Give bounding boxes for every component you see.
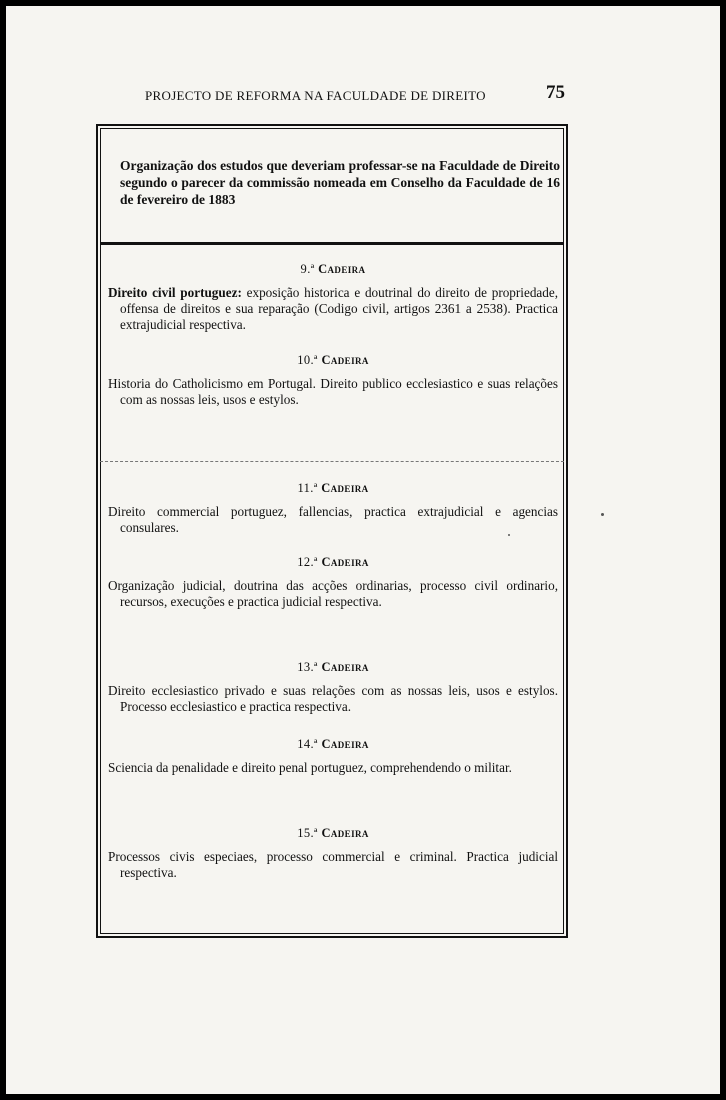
cadeira-heading [108, 262, 558, 277]
cadeira-number: 13.ª [297, 660, 318, 674]
ink-speck [508, 534, 510, 536]
cadeira-heading [108, 660, 558, 675]
cadeira-heading [108, 481, 558, 496]
cadeira-label: Cadeira [321, 555, 369, 569]
running-head: PROJECTO DE REFORMA NA FACULDADE DE DIREITO [145, 88, 486, 103]
cadeira-description: Sciencia da penalidade e direito penal portuguez, comprehendendo o militar. [108, 760, 512, 775]
cadeira-label: Cadeira [321, 826, 369, 840]
cadeira-label: Cadeira [321, 737, 369, 751]
cadeira-label: Cadeira [321, 660, 369, 674]
table-title: Organização dos estudos que deveriam professar-se na Faculdade de Direito segundo o parecer da commissão nomeada em Conselho da Faculdade de 16 de fevereiro de 1883 [120, 158, 560, 207]
title-divider [100, 242, 564, 245]
cadeira-label: Cadeira [321, 481, 369, 495]
cadeira-label: Cadeira [321, 353, 369, 367]
cadeira-13 [108, 660, 558, 715]
cadeira-body: exposição historica e doutrinal do direito de propriedade, offensa de direitos e sua reparação (Codigo civil, artigos 2361 a 2538). Practica extrajudicial respectiva. [120, 285, 559, 332]
cadeira-9 [108, 262, 558, 333]
cadeira-description: Historia do Catholicismo em Portugal. Direito publico ecclesiastico e suas relações com as nossas leis, usos e estylos. [108, 376, 558, 407]
cadeira-heading [108, 353, 558, 368]
cadeira-description: Direito commercial portuguez, fallencias, practica extrajudicial e agencias consulares. [108, 504, 558, 535]
cadeira-heading [108, 555, 558, 570]
section-divider [100, 461, 564, 462]
page-number: 75 [546, 82, 565, 103]
cadeira-12 [108, 555, 558, 610]
cadeira-14 [108, 737, 558, 776]
cadeira-description: Processos civis especiaes, processo commercial e criminal. Practica judicial respectiva. [108, 849, 558, 880]
cadeira-heading [108, 826, 558, 841]
cadeira-description: Direito ecclesiastico privado e suas relações com as nossas leis, usos e estylos. Processo ecclesiastico e practica respectiva. [108, 683, 558, 714]
cadeira-number: 14.ª [297, 737, 318, 751]
cadeira-number: 15.ª [297, 826, 318, 840]
cadeira-label: Cadeira [318, 262, 366, 276]
cadeira-number: 10.ª [297, 353, 318, 367]
cadeira-description [108, 285, 558, 333]
cadeira-number: 12.ª [297, 555, 318, 569]
cadeira-15 [108, 826, 558, 881]
ink-speck [601, 513, 604, 516]
cadeira-10 [108, 353, 558, 408]
cadeira-11 [108, 481, 558, 536]
cadeira-number: 9.ª [300, 262, 315, 276]
cadeira-lead: Direito civil portuguez: [108, 285, 242, 300]
cadeira-heading [108, 737, 558, 752]
cadeira-number: 11.ª [297, 481, 318, 495]
cadeira-description: Organização judicial, doutrina das acções ordinarias, processo civil ordinario, recursos, execuções e practica judicial respectiva. [108, 578, 558, 609]
